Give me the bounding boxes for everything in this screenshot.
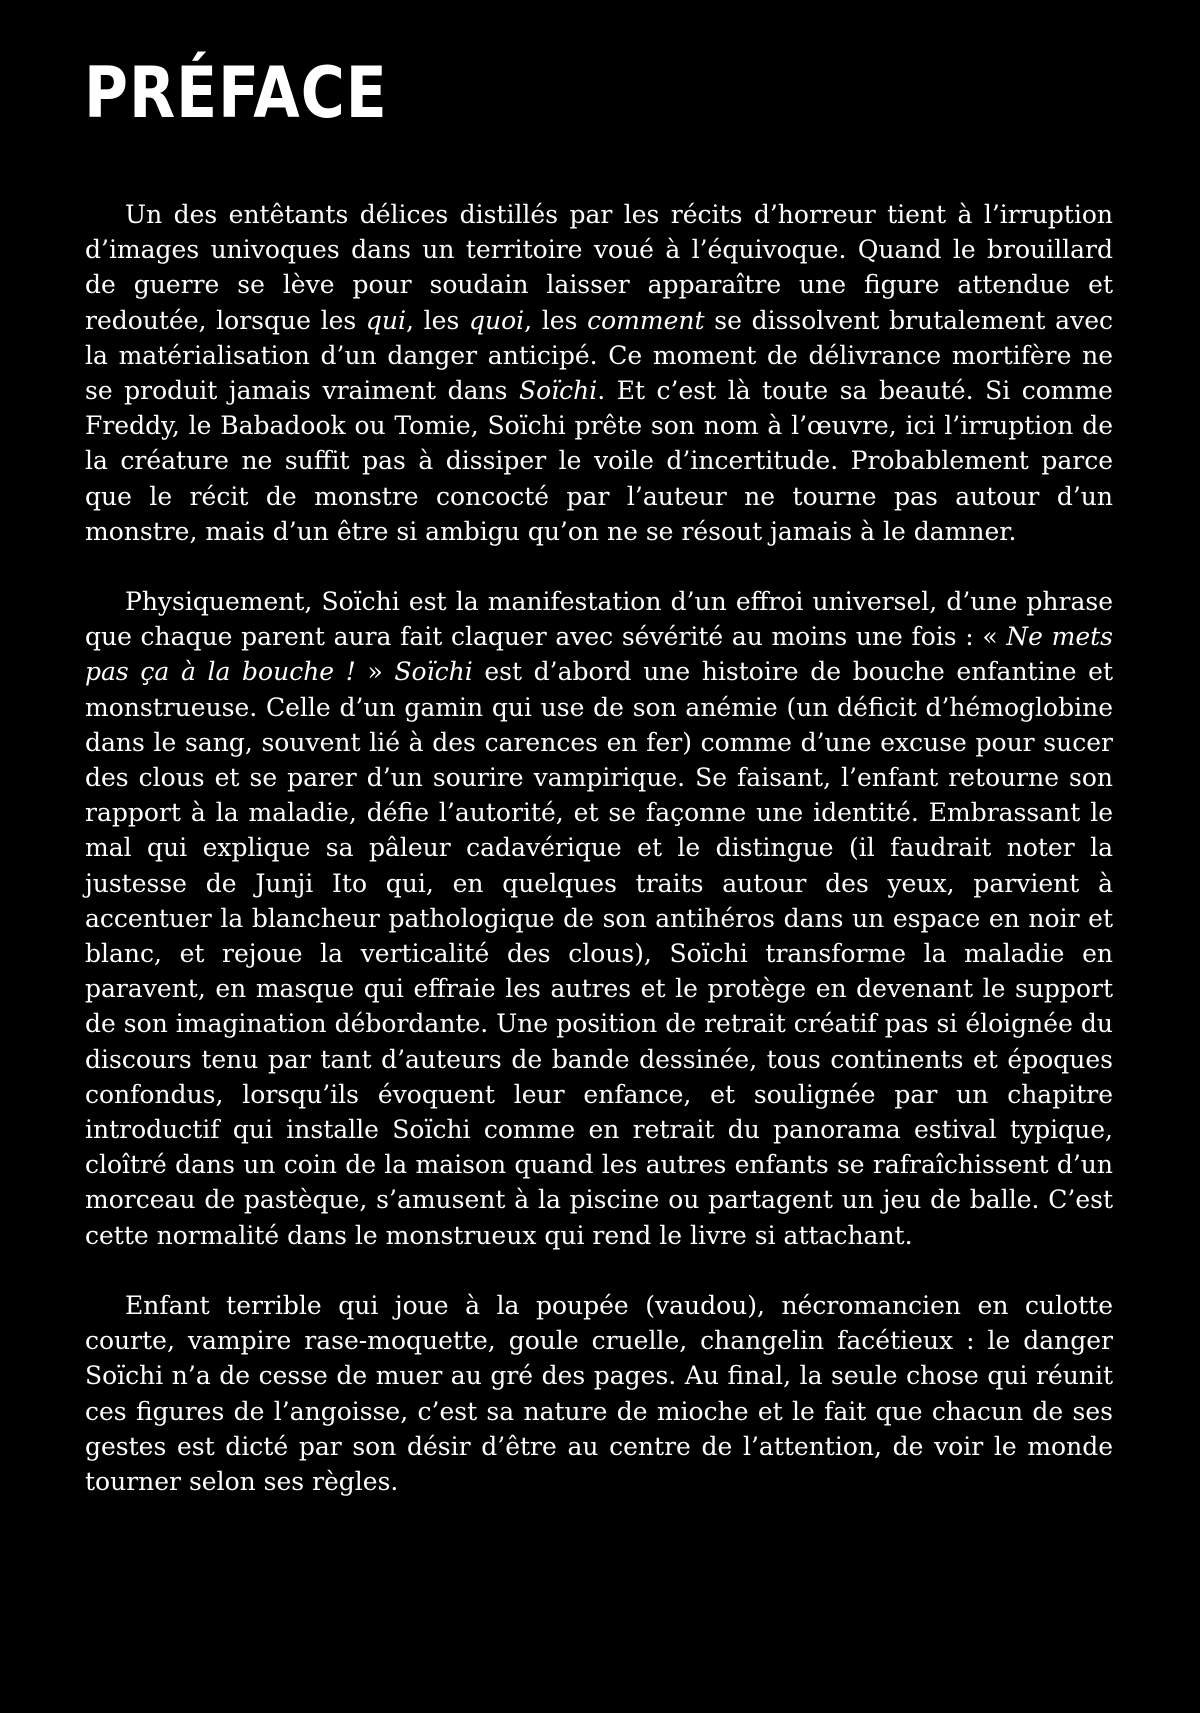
paragraph-2 (85, 584, 1113, 1253)
text-run: Enfant terrible qui joue à la poupée (vaudou), nécromancien en culotte courte, vampire rase-moquette, goule cruelle, changelin facétieux : le danger Soïchi n’a de cesse de muer au gré des pages. Au final, la seule chose qui réunit ces figures de l’angoisse, c’est sa nature de mioche et le fait que chacun de ses gestes est dicté par son désir d’être au centre de l’attention, de voir le monde tourner selon ses règles. (85, 1290, 1113, 1496)
italic-text: quoi (469, 305, 525, 335)
italic-text: Soïchi (518, 376, 598, 406)
paragraph-1 (85, 197, 1113, 549)
page-title: PRÉFACE (84, 52, 388, 135)
italic-text: comment (587, 305, 705, 335)
text-run: . Et c’est là toute sa beauté. Si comme Freddy, le Babadook ou Tomie, Soïchi prête son nom à l’œuvre, ici l’irruption de la créature ne suffit pas à dissiper le voile d’incertitude. Probablement parce que le récit de monstre concocté par l’auteur ne tourne pas autour d’un monstre, mais d’un être si ambigu qu’on ne se résout jamais à le damner. (85, 376, 1113, 546)
text-run: , les (406, 305, 469, 335)
text-run: est d’abord une histoire de bouche enfantine et monstrueuse. Celle d’un gamin qui use de son anémie (un déficit d’hémoglobine dans le sang, souvent lié à des carences en fer) comme d’une excuse pour sucer des clous et se parer d’un sourire vampirique. Se faisant, l’enfant retourne son rapport à la maladie, défie l’autorité, et se façonne une identité. Embrassant le mal qui explique sa pâleur cadavérique et le distingue (il faudrait noter la justesse de Junji Ito qui, en quelques traits autour des yeux, parvient à accentuer la blancheur pathologique de son antihéros dans un espace en noir et blanc, et rejoue la verticalité des clous), Soïchi transforme la maladie en paravent, en masque qui effraie les autres et le protège en devenant le support de son imagination débordante. Une position de retrait créatif pas si éloignée du discours tenu par tant d’auteurs de bande dessinée, tous continents et époques confondus, lorsqu’ils évoquent leur enfance, et soulignée par un chapitre introductif qui installe Soïchi comme en retrait du panorama estival typique, cloîtré dans un coin de la maison quand les autres enfants se rafraîchissent d’un morceau de pastèque, s’amusent à la piscine ou partagent un jeu de balle. C’est cette normalité dans le monstrueux qui rend le livre si attachant. (85, 657, 1113, 1250)
preface-body (85, 197, 1113, 1534)
paragraph-3 (85, 1288, 1113, 1499)
text-run: Physiquement, Soïchi est la manifestation d’un effroi universel, d’une phrase que chaque parent aura fait claquer avec sévérité au moins une fois : « (85, 587, 1113, 652)
text-run: se dissolvent brutalement avec la matérialisation d’un danger anticipé. Ce moment de délivrance mortifère ne se produit jamais vraiment dans (85, 305, 1113, 406)
italic-text: Soïchi (394, 657, 473, 687)
text-run: » (355, 657, 395, 687)
text-run: Un des entêtants délices distillés par les récits d’horreur tient à l’irruption d’images univoques dans un territoire voué à l’équivoque. Quand le brouillard de guerre se lève pour soudain laisser apparaître une figure attendue et redoutée, lorsque les (85, 200, 1113, 335)
text-run: , les (524, 305, 588, 335)
italic-text: Ne mets pas ça à la bouche ! (85, 622, 1113, 687)
italic-text: qui (365, 305, 407, 335)
